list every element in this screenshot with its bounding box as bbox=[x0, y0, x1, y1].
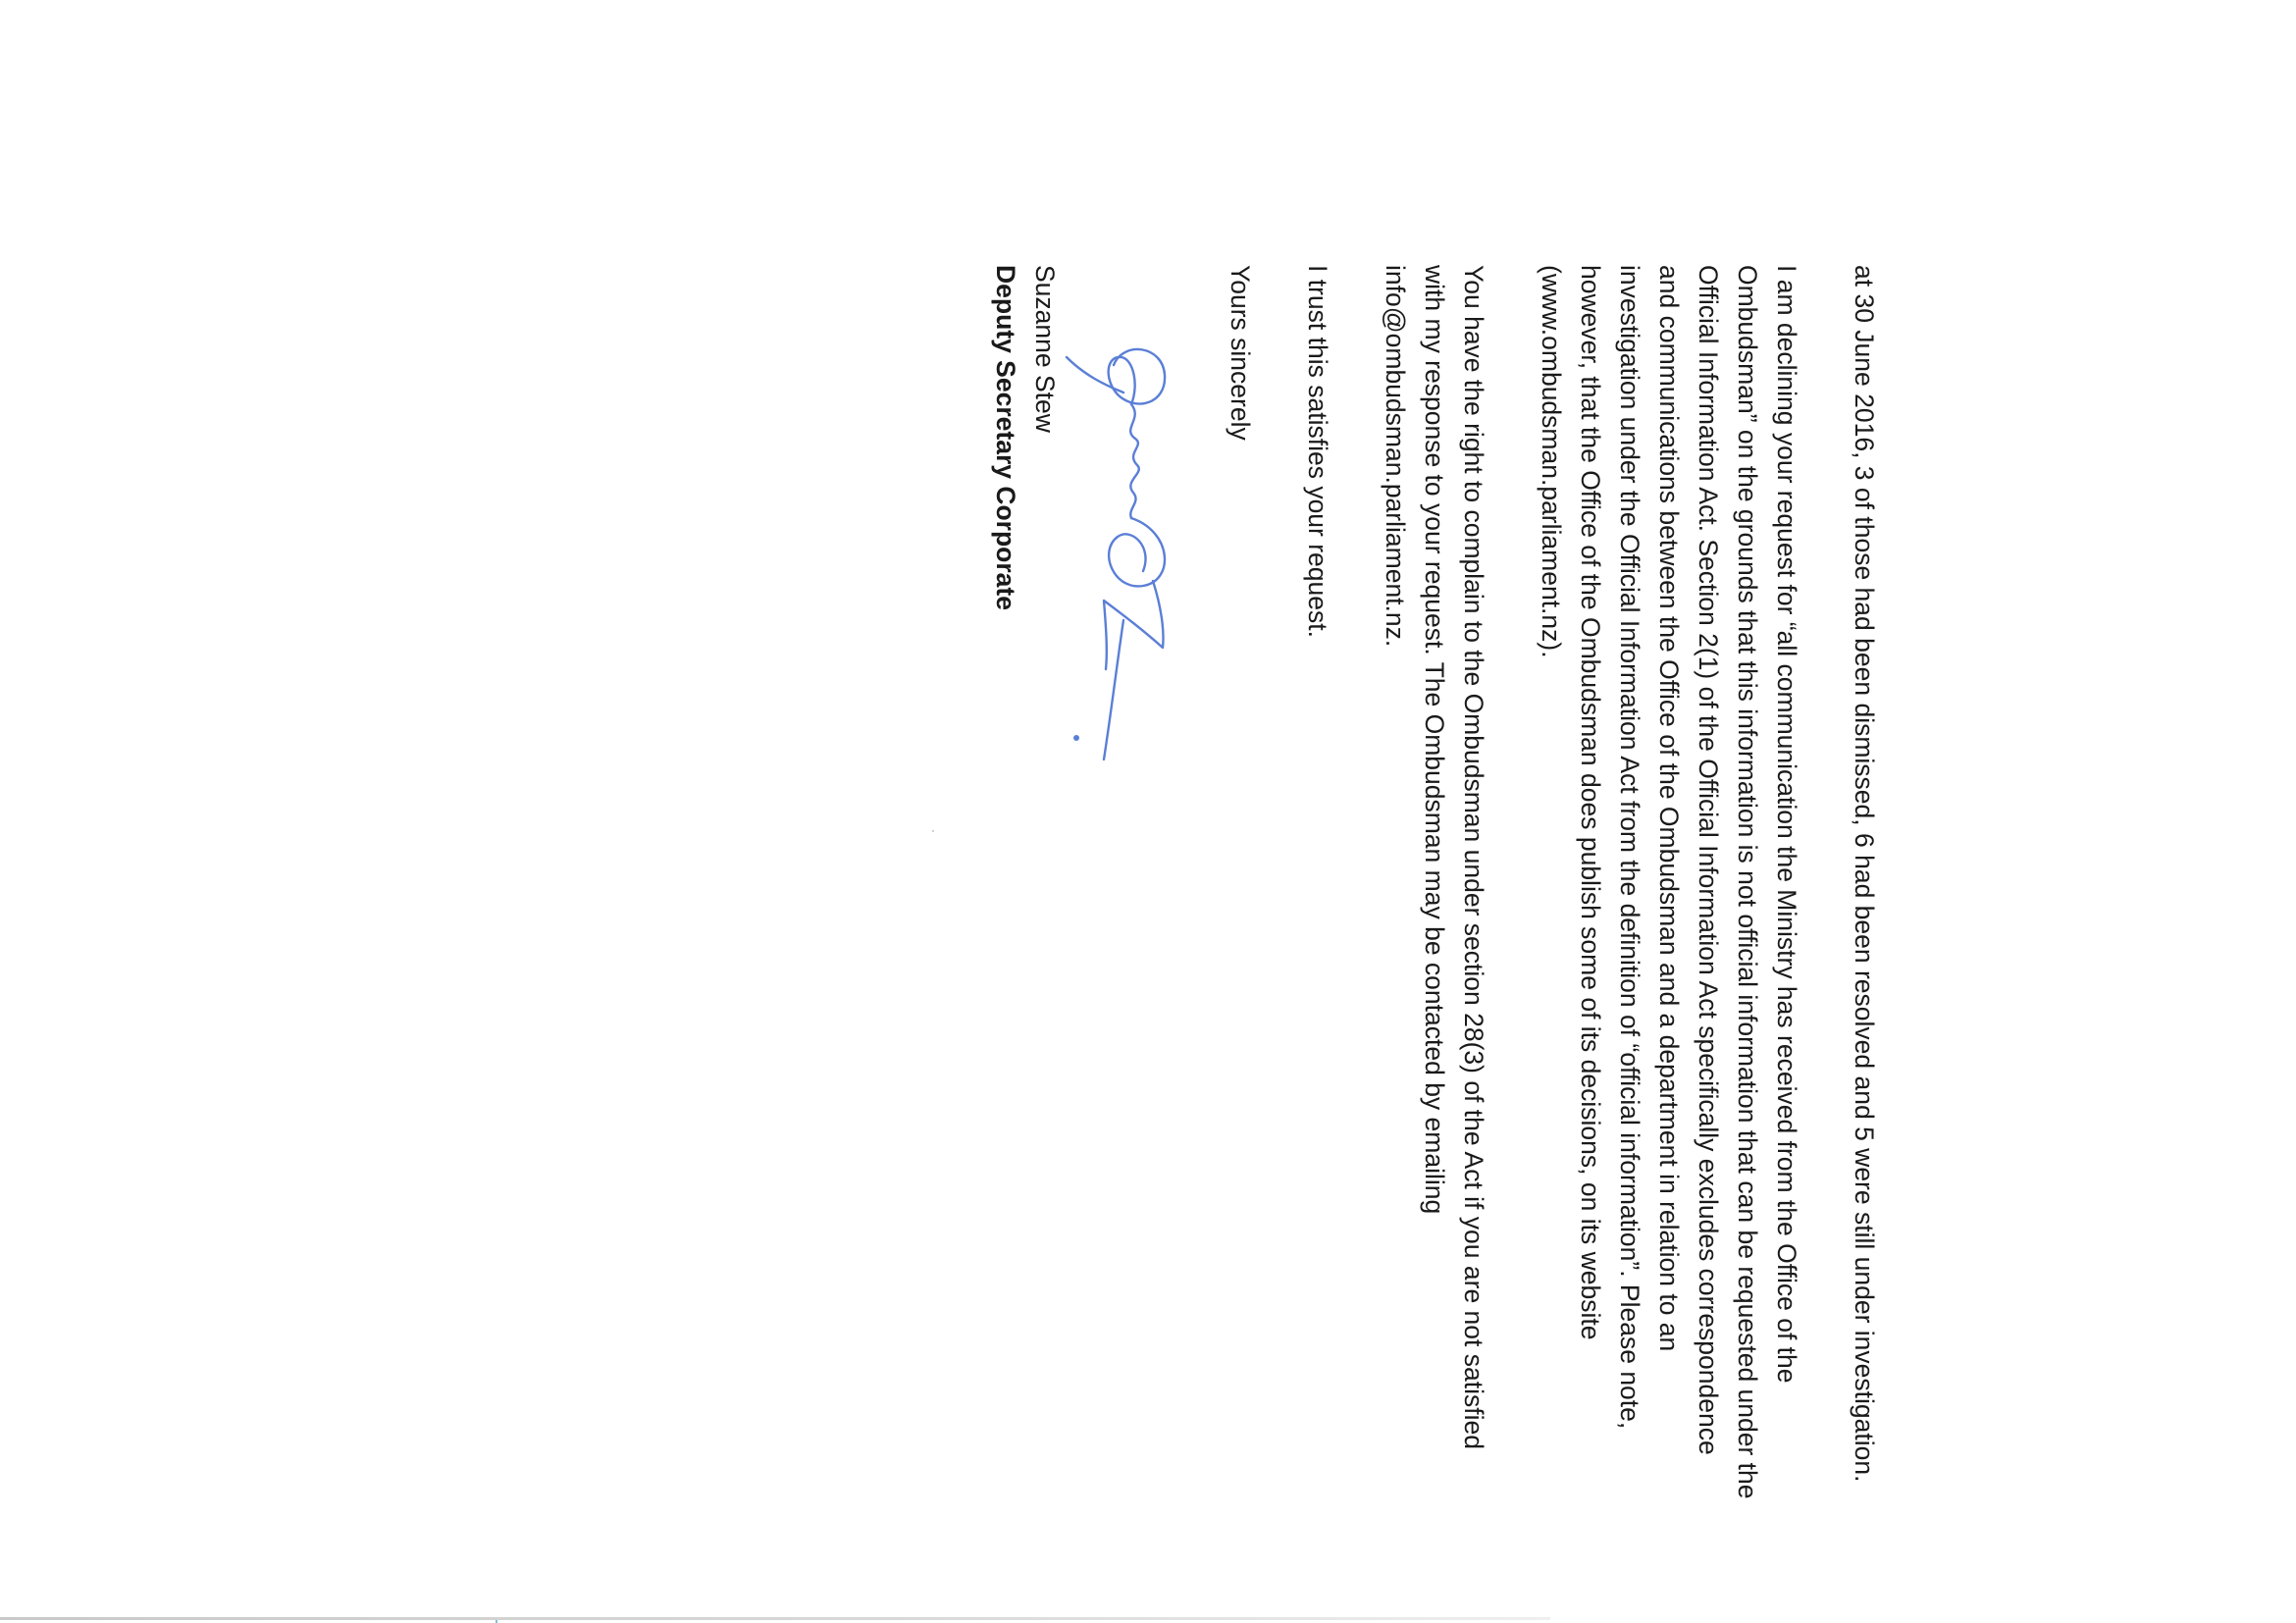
handwritten-signature-icon bbox=[1065, 336, 1182, 787]
paragraph-statistics: at 30 June 2016, 3 of those had been dismissed, 6 had been resolved and 5 were still under investigation. bbox=[1850, 265, 1879, 1483]
signatory-name: Suzanne Stew bbox=[1030, 265, 1060, 433]
paragraph-decline: I am declining your request for “all communication the Ministry has received from the Office of the Ombudsman” on the grounds that this information is not official information that can be requested under the Official Information Act. Section 2(1) of the Official Information Act specifically excludes correspondence and communications between the Office of the Ombudsman and a department in relation to an investigation under the Official Information Act from the definition of “official information”. Please note, however, that the Office of the Ombudsman does publish some of its decisions, on its website (www.ombudsman.parliament.nz). bbox=[1537, 265, 1801, 1499]
scan-speck bbox=[932, 830, 934, 832]
paragraph-closing-remark: I trust this satisfies your request. bbox=[1303, 265, 1332, 638]
closing-salutation: Yours sincerely bbox=[1226, 265, 1255, 441]
signatory-title: Deputy Secretary Corporate bbox=[991, 265, 1020, 610]
paragraph-right-to-complain: You have the right to complain to the Ombudsman under section 28(3) of the Act if you are not satisfied with my response to your request. The Ombudsman may be contacted by emailing info@ombudsman.parliament.nz. bbox=[1381, 265, 1488, 1449]
letter-body bbox=[986, 265, 1884, 1501]
scan-bottom-edge bbox=[0, 1617, 1550, 1620]
